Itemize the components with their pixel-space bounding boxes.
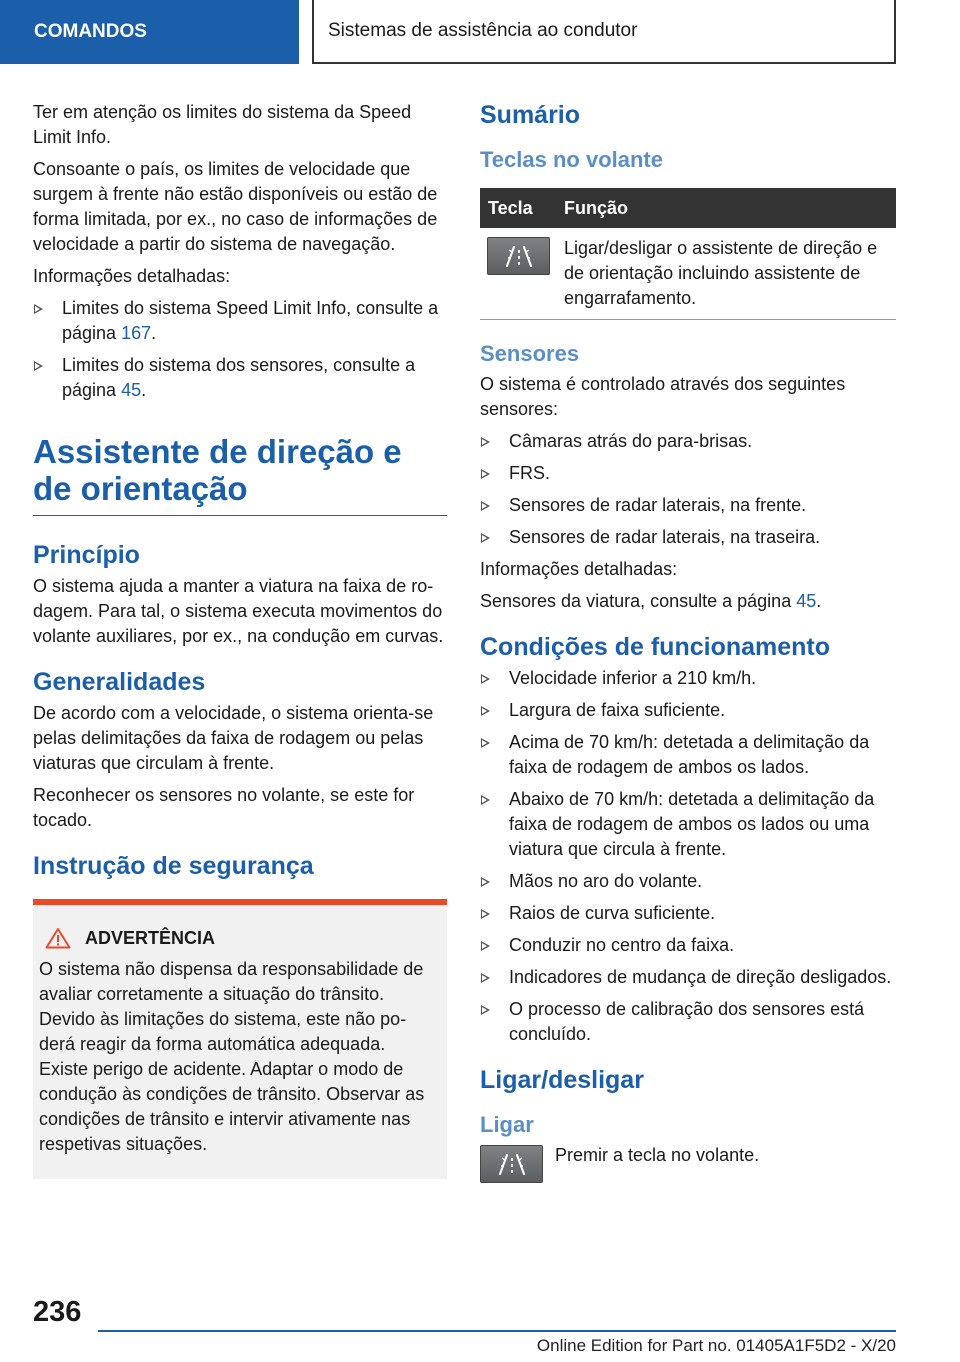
list-item: Abaixo de 70 km/h: detetada a delimitação da faixa de rodagem de ambos os lados ou uma viatura que circula à frente.	[480, 787, 896, 862]
body-paragraph: Sensores da viatura, consulte a página 45.	[480, 591, 822, 611]
table-cell-function: Ligar/desligar o assistente de direção e de orientação incluindo assistente de engarrafamento.	[556, 228, 896, 320]
footer-divider	[98, 1330, 896, 1332]
ligar-instruction	[480, 1143, 896, 1183]
page-number: 236	[33, 1296, 82, 1328]
list-item: Limites do sistema dos sensores, consulte a página 45.	[33, 353, 447, 403]
bullet-list	[33, 296, 447, 403]
lane-assist-key	[487, 237, 550, 275]
list-item: Largura de faixa suficiente.	[480, 698, 896, 723]
section-heading: Instrução de segurança	[33, 852, 314, 880]
section-tab: COMANDOS	[0, 0, 299, 64]
page-link[interactable]: 45	[121, 380, 142, 400]
page-link[interactable]: 45	[796, 591, 817, 611]
section-heading: Condições de funcionamento	[480, 633, 831, 661]
bullet-triangle-icon	[481, 909, 490, 919]
bullet-triangle-icon	[481, 501, 490, 511]
bullet-list	[480, 666, 896, 1047]
body-paragraph: Informações detalhadas:	[480, 559, 678, 579]
bullet-triangle-icon	[481, 877, 490, 887]
body-paragraph: Reconhecer os sensores no volante, se este for tocado.	[33, 785, 415, 830]
table-row	[480, 228, 896, 320]
bullet-triangle-icon	[481, 973, 490, 983]
bullet-triangle-icon	[481, 706, 490, 716]
list-item: Mãos no aro do volante.	[480, 869, 896, 894]
warning-title: ADVERTÊNCIA	[39, 927, 435, 949]
bullet-triangle-icon	[481, 533, 490, 543]
subsection-heading: Ligar	[480, 1112, 534, 1137]
body-paragraph: De acordo com a velocidade, o sistema orienta-se pelas delimitações da faixa de rodagem ou pelas viaturas que circulam à frente.	[33, 703, 434, 773]
bullet-triangle-icon	[481, 738, 490, 748]
body-paragraph: O sistema é controlado através dos seguintes sensores:	[480, 374, 846, 419]
left-column	[33, 100, 447, 1179]
list-item: Raios de curva suficiente.	[480, 901, 896, 926]
body-paragraph: O sistema ajuda a manter a viatura na faixa de rodagem. Para tal, o sistema executa movimentos do volante auxiliares, por ex., na condução em curvas.	[33, 576, 444, 646]
bullet-triangle-icon	[481, 795, 490, 805]
bullet-triangle-icon	[481, 1005, 490, 1015]
page-link[interactable]: 167	[121, 323, 152, 343]
right-column	[480, 100, 896, 1183]
list-item: Acima de 70 km/h: detetada a delimitação da faixa de rodagem de ambos os lados.	[480, 730, 896, 780]
intro-paragraph: Consoante o país, os limites de velocidade que surgem à frente não estão disponíveis ou estão de forma limitada, por ex., no caso de informações de velocidade a partir do sistema de navegação.	[33, 159, 438, 254]
list-item: Sensores de radar laterais, na frente.	[480, 493, 896, 518]
warning-box	[33, 899, 447, 1179]
section-heading: Generalidades	[33, 668, 206, 696]
section-heading: Princípio	[33, 541, 140, 569]
lane-assist-icon	[499, 244, 539, 268]
list-item: Velocidade inferior a 210 km/h.	[480, 666, 896, 691]
warning-text: O sistema não dispensa da responsabilidade de avaliar corretamente a situação do trânsito. Devido às limitações do sistema, este não poderá reagir da forma automática adequada. Existe perigo de acidente. Adaptar o modo de condução às condições de trânsito. Observar as condições de trânsito e intervir ativamente nas respetivas situações.	[39, 959, 425, 1154]
subsection-heading: Sensores	[480, 341, 580, 366]
chapter-title: Sistemas de assistência ao condutor	[312, 0, 896, 64]
list-item: Limites do sistema Speed Limit Info, consulte a página 167.	[33, 296, 447, 346]
table-cell-key	[480, 228, 556, 320]
body-paragraph: Premir a tecla no volante.	[555, 1145, 760, 1165]
intro-paragraph: Informações detalhadas:	[33, 266, 231, 286]
warning-triangle-icon	[45, 927, 71, 949]
list-item: Conduzir no centro da faixa.	[480, 933, 896, 958]
bullet-triangle-icon	[34, 361, 43, 371]
intro-paragraph: Ter em atenção os limites do sistema da Speed Limit Info.	[33, 102, 412, 147]
section-heading: Ligar/desligar	[480, 1066, 644, 1094]
list-item: O processo de calibração dos sensores está concluído.	[480, 997, 896, 1047]
edition-info: Online Edition for Part no. 01405A1F5D2 - X/20	[536, 1336, 896, 1355]
section-heading: Sumário	[480, 101, 581, 129]
bullet-triangle-icon	[481, 437, 490, 447]
list-item: FRS.	[480, 461, 896, 486]
main-heading: Assistente de direção e de orientação	[33, 433, 447, 516]
bullet-triangle-icon	[34, 304, 43, 314]
list-item: Câmaras atrás do para-brisas.	[480, 429, 896, 454]
bullet-triangle-icon	[481, 674, 490, 684]
lane-assist-icon	[492, 1152, 532, 1176]
list-item: Indicadores de mudança de direção desligados.	[480, 965, 896, 990]
table-header-function: Função	[556, 188, 896, 228]
lane-assist-key	[480, 1145, 543, 1183]
table-header-key: Tecla	[480, 188, 556, 228]
subsection-heading: Teclas no volante	[480, 147, 663, 172]
bullet-triangle-icon	[481, 941, 490, 951]
bullet-list	[480, 429, 896, 550]
list-item: Sensores de radar laterais, na traseira.	[480, 525, 896, 550]
key-table	[480, 188, 896, 320]
bullet-triangle-icon	[481, 469, 490, 479]
